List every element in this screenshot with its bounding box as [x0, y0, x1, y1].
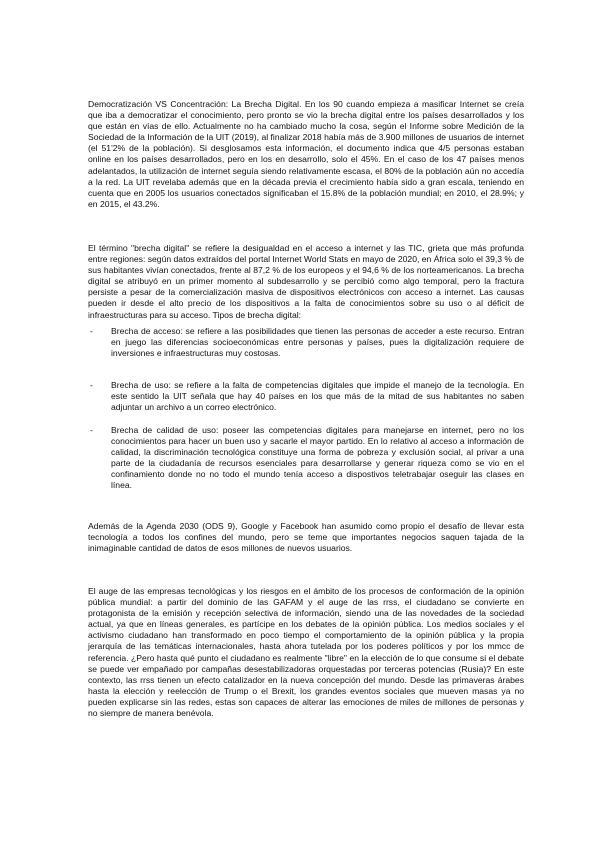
- paragraph-agenda-2030: Además de la Agenda 2030 (ODS 9), Google y Facebook han asumido como propio el desafío de llevar esta tecnología a todos los confines del mundo, pero se teme que importantes negocios saquen tajada de la inimaginable cantidad de datos de esos millones de nuevos usuarios.: [88, 521, 524, 554]
- bullet-marker: -: [90, 425, 93, 435]
- bullet-marker: -: [90, 380, 93, 390]
- paragraph-democratizacion: Democratización VS Concentración: La Brecha Digital. En los 90 cuando empieza a masificar Internet se creía que iba a democratizar el conocimiento, pero pronto se vio la brecha digital entre los países desarrollados y los que están en vías de ello. Actualmente no ha cambiado mucho la cosa, según el Informe sobre Medición de la Sociedad de la Información de la UIT (2019), al finalizar 2018 había más de 3.900 millones de usuarios de internet (el 51'2% de la población). Si desglosamos esta información, el documento indica que 4/5 personas estaban online en los países desarrollados, pero en los en desarrollo, solo el 45%. En el caso de los 47 países menos adelantados, la utilización de internet seguía siendo relativamente escasa, el 80% de la población aún no accedía a la red. La UIT revelaba además que en la década previa el crecimiento había sido a gran escala, teniendo en cuenta que en 2005 los usuarios conectados significaban el 15.8% de la población mundial; en 2010, el 28.9%; y en 2015, el 43.2%.: [88, 99, 524, 209]
- paragraph-brecha-digital: El término "brecha digital" se refiere la desigualdad en el acceso a internet y las TIC, grieta que más profunda entre regiones: según datos extraídos del portal Internet World Stats en mayo de 2020, en África solo el 39,3 % de sus habitantes vivían conectados, frente al 87,2 % de los europeos y el 94,6 % de los norteamericanos. La brecha digital se atribuyó en un primer momento al subdesarrollo y se percibió como algo temporal, pero la fractura persiste a pesar de la comercialización masiva de dispositivos electrónicos con acceso a internet. Las causas pueden ir desde el alto precio de los dispositivos a la falta de conocimientos sobre su uso o al déficit de infraestructuras para su acceso. Tipos de brecha digital:: [88, 243, 524, 320]
- list-item-text: Brecha de calidad de uso: poseer las competencias digitales para manejarse en internet, pero no los conocimientos para hacer un buen uso y sacarle el mayor partido. En lo relativo al acceso a información de calidad, la discriminación tecnológica constituye una forma de pobreza y exclusión social, al privar a una parte de la ciudadanía de recursos esenciales para desarrollarse y generar riqueza como se vio en el confinamiento donde no no todo el mundo tenía acceso a dispostivos teletrabajar oseguir las clases en línea.: [111, 425, 524, 491]
- list-item-text: Brecha de acceso: se refiere a las posibilidades que tienen las personas de acceder a este recurso. Entran en juego las diferencias socioeconómicas entre personas y países, pues la digitalización requiere de inversiones e infraestructuras muy costosas.: [111, 326, 524, 359]
- list-item-text: Brecha de uso: se refiere a la falta de competencias digitales que impide el manejo de la tecnología. En este sentido la UIT señala que hay 40 países en los que más de la mitad de sus habitantes no saben adjuntar un archivo a un correo electrónico.: [111, 380, 524, 413]
- bullet-marker: -: [90, 326, 93, 336]
- paragraph-empresas-tecnologicas: El auge de las empresas tecnológicas y los riesgos en el ámbito de los procesos de conformación de la opinión pública mundial: a partir del dominio de las GAFAM y el auge de las rrss, el ciudadano se convierte en protagonista de la emisión y recepción selectiva de información, siendo una de las novedades de la sociedad actual, ya que en líneas generales, es partícipe en los debates de la opinión pública. Los medios sociales y el activismo ciudadano han transformado en poco tiempo el comportamiento de la opinión pública y la propia jerarquía de las temáticas internacionales, hasta ahora tutelada por los poderes políticos y por los mmcc de referencia. ¿Pero hasta qué punto el ciudadano es realmente "libre" en la elección de lo que consume si el debate se puede ver empañado por campañas desestabilizadoras orquestadas por terceras potencias (Rusia)? En este contexto, las rrss tienen un efecto catalizador en la nueva concepción del mundo. Desde las primaveras árabes hasta la elección y reelección de Trump o el Brexit, los grandes eventos sociales que mueven masas ya no pueden explicarse sin las redes, estas son capaces de alterar las emociones de miles de millones de personas y no siempre de manera benévola.: [88, 586, 524, 719]
